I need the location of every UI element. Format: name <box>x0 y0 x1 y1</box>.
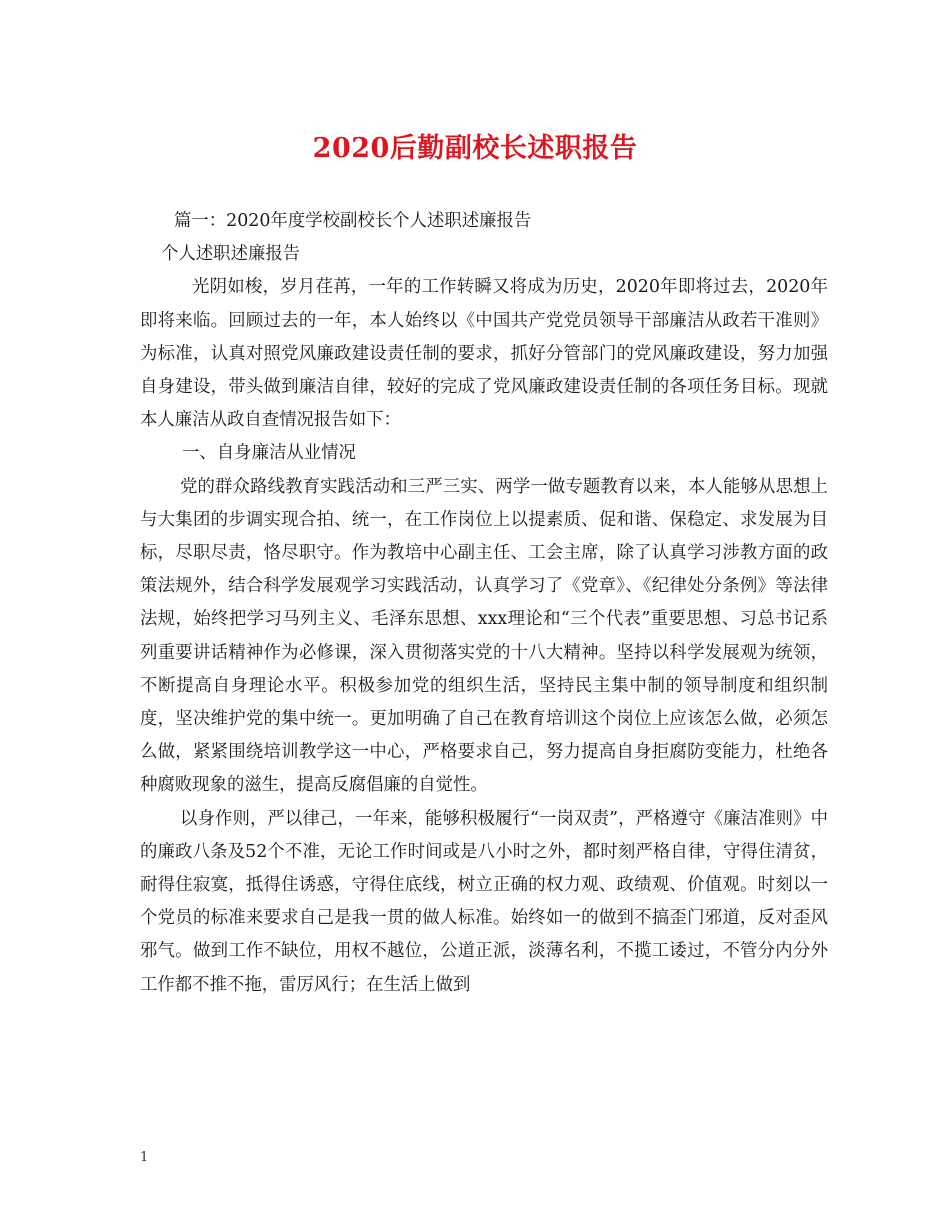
document-title: 2020后勤副校长述职报告 <box>312 133 638 164</box>
page-number: 1 <box>140 1150 149 1165</box>
document-body <box>140 205 828 1002</box>
sub-heading: 个人述职述廉报告 <box>161 244 301 265</box>
paragraph-intro: 光阴如梭，岁月荏苒，一年的工作转瞬又将成为历史，2020年即将过去，2020年即将来临。回顾过去的一年，本人始终以《中国共产党党员领导干部廉洁从政若干准则》为标准，认真对照党风廉政建设责任制的要求，抓好分管部门的党风廉政建设，努力加强自身建设，带头做到廉洁自律，较好的完成了党风廉政建设责任制的各项任务目标。现就本人廉洁从政自查情况报告如下： <box>140 277 828 431</box>
chapter-heading: 篇一：2020年度学校副校长个人述职述廉报告 <box>174 211 532 231</box>
paragraph-study: 党的群众路线教育实践活动和三严三实、两学一做专题教育以来，本人能够从思想上与大集团的步调实现合拍、统一，在工作岗位上以提素质、促和谐、保稳定、求发展为目标，尽职尽责，恪尽职守。作为教培中心副主任、工会主席，除了认真学习涉教方面的政策法规外，结合科学发展观学习实践活动，认真学习了《党章》、《纪律处分条例》等法律法规，始终把学习马列主义、毛泽东思想、xxx理论和“三个代表”重要思想、习总书记系列重要讲话精神作为必修课，深入贯彻落实党的十八大精神。坚持以科学发展观为统领，不断提高自身理论水平。积极参加党的组织生活，坚持民主集中制的领导制度和组织制度，坚决维护党的集中统一。更加明确了自己在教育培训这个岗位上应该怎么做，必须怎么做，紧紧围绕培训教学这一中心，严格要求自己，努力提高自身拒腐防变能力，杜绝各种腐败现象的滋生，提高反腐倡廉的自觉性。 <box>140 476 828 796</box>
section-heading: 一、自身廉洁从业情况 <box>182 443 356 464</box>
paragraph-self-discipline: 以身作则，严以律己，一年来，能够积极履行“一岗双责”，严格遵守《廉洁准则》中的廉政八条及52个不准，无论工作时间或是八小时之外，都时刻严格自律，守得住清贫，耐得住寂寞，抵得住诱惑，守得住底线，树立正确的权力观、政绩观、价值观。时刻以一个党员的标准来要求自己是我一贯的做人标准。始终如一的做到不搞歪门邪道，反对歪风邪气。做到工作不缺位，用权不越位，公道正派，淡薄名利，不揽工诿过，不管分内分外工作都不推不拖，雷厉风行；在生活上做到 <box>140 808 828 995</box>
